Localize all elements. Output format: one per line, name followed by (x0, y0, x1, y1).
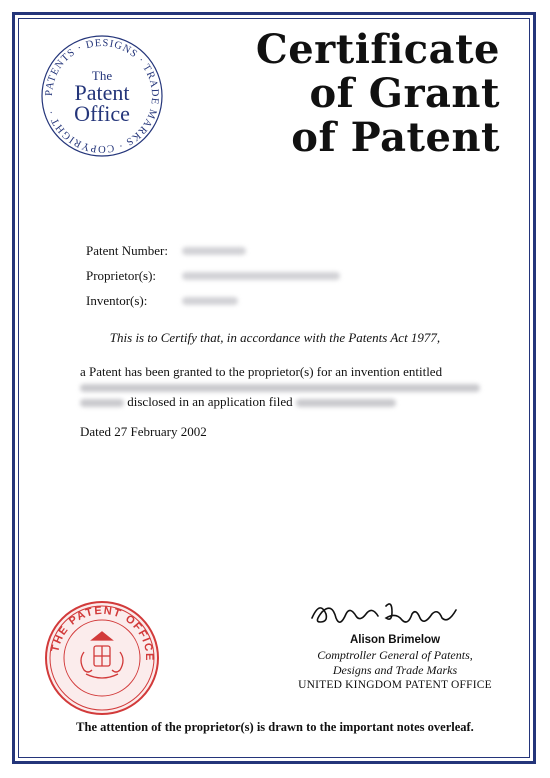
seal-ring-text: THE PATENT OFFICE (49, 604, 156, 663)
overleaf-notice: The attention of the proprietor(s) is drawn to the important notes overleaf. (76, 720, 474, 734)
patent-office-seal-icon (44, 600, 160, 716)
inventor-label: Inventor(s): (86, 292, 148, 308)
title-line1: Certificate (255, 26, 500, 73)
title-line2: of Grant (309, 70, 500, 117)
patent-number-label: Patent Number: (86, 242, 168, 258)
logo-line1: The (91, 68, 113, 83)
patent-number-redacted (182, 247, 246, 255)
logo-ring-text: PATENTS · DESIGNS · TRADE MARKS · COPYRIGHT · (43, 37, 161, 155)
signature-text: Alison Brimelow (306, 596, 313, 597)
signatory-block (290, 633, 500, 693)
grant-paragraph-mid: disclosed in an application filed (127, 394, 293, 409)
proprietor-redacted (182, 272, 340, 280)
signatory-name: Alison Brimelow (349, 634, 441, 646)
inventor-redacted (182, 297, 238, 305)
signatory-title-line1: Comptroller General of Patents, (317, 648, 473, 662)
filing-date-redacted (296, 399, 396, 407)
signatory-office: UNITED KINGDOM PATENT OFFICE (298, 679, 492, 691)
patent-office-logo-icon (38, 32, 166, 160)
certificate-title (250, 28, 500, 160)
patent-details (86, 238, 340, 313)
certification-statement: This is to Certify that, in accordance with the Patents Act 1977, (109, 330, 441, 345)
handwritten-signature (306, 596, 496, 630)
proprietor-row (86, 263, 340, 288)
invention-title-redacted-end (80, 399, 124, 407)
date-of-grant: Dated 27 February 2002 (80, 424, 207, 439)
logo-line2: Patent (74, 80, 130, 105)
patent-number-row (86, 238, 340, 263)
title-line3: of Patent (291, 114, 500, 161)
grant-paragraph (80, 364, 500, 409)
invention-title-redacted (80, 384, 480, 392)
grant-paragraph-start: a Patent has been granted to the proprietor(s) for an invention entitled (80, 364, 443, 379)
proprietor-label: Proprietor(s): (86, 267, 157, 283)
inventor-row (86, 288, 340, 313)
logo-line3: Office (74, 101, 130, 126)
signatory-title-line2: Designs and Trade Marks (332, 663, 458, 677)
